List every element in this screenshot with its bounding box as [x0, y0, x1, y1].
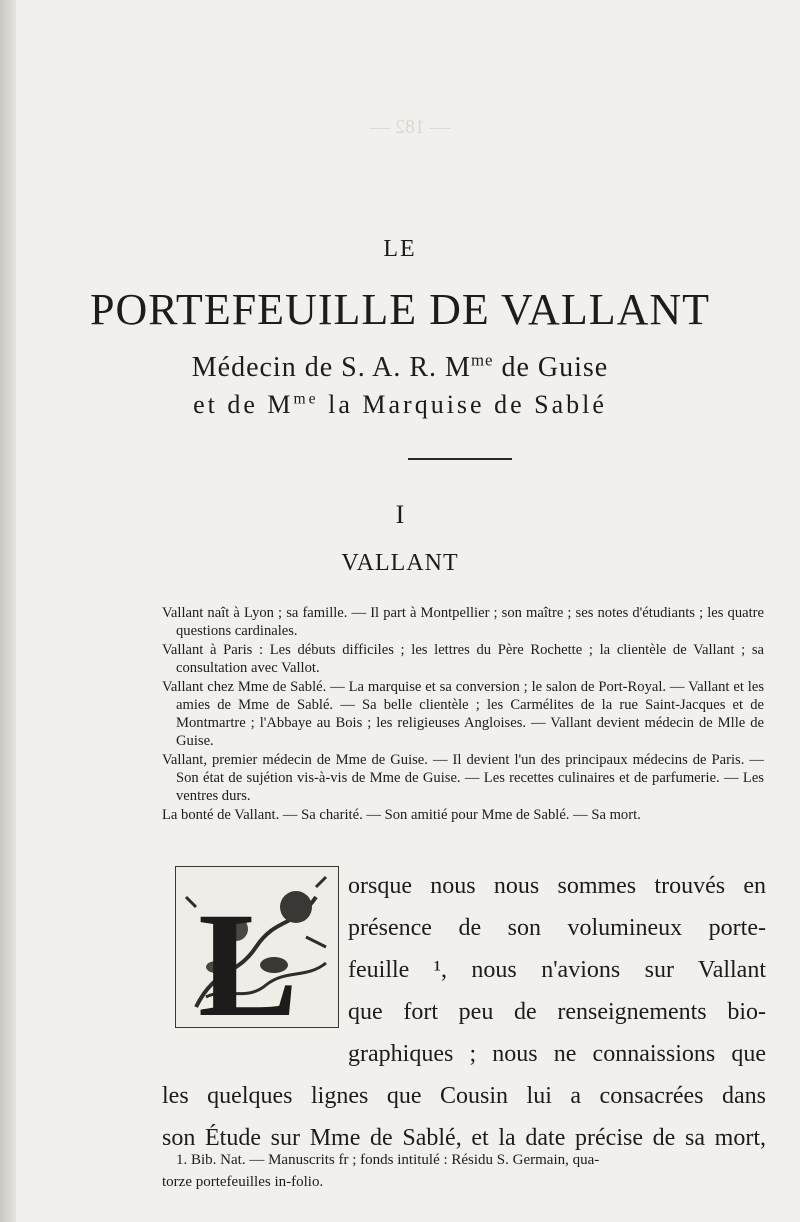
- binding-gutter: [0, 0, 16, 1222]
- dropcap-letter: L: [198, 882, 299, 1027]
- body-line: son Étude sur Mme de Sablé, et la date précise de sa mort,: [162, 1125, 766, 1151]
- section-number: I: [395, 500, 405, 529]
- page-title: PORTEFEUILLE DE VALLANT: [89, 285, 711, 334]
- heading-le: LE: [383, 236, 417, 262]
- section-title: VALLANT: [341, 550, 459, 576]
- body-line: orsque nous nous sommes trouvés en: [348, 873, 766, 899]
- body-line: les quelques lignes que Cousin lui a consacrées dans: [162, 1083, 766, 1109]
- body-line: présence de son volumineux porte-: [348, 915, 766, 941]
- subtitle-line-2: et de $M^{me}$ la Marquise de Sablé: [193, 390, 607, 419]
- footnote: [162, 1149, 766, 1193]
- footnote-line: torze portefeuilles in-folio.: [162, 1174, 324, 1190]
- chapter-summary: [162, 604, 764, 825]
- body-line: graphiques ; nous ne connaissions que: [348, 1041, 766, 1067]
- summary-paragraph: Vallant, premier médecin de Mme de Guise. — Il devient l'un des principaux médecins de Paris. — Son état de sujétion vis-à-vis de Mme de Guise. — Les recettes culinaires et de parfumerie. — Les ventres durs.: [162, 752, 764, 804]
- body-line: que fort peu de renseignements bio-: [348, 999, 766, 1025]
- ornamental-dropcap-illustration: [176, 867, 338, 1027]
- summary-paragraph: Vallant à Paris : Les débuts difficiles ; les lettres du Père Rochette ; la clientèle de Vallant ; sa consultation avec Vallot.: [162, 642, 764, 676]
- subtitle-line-1: Médecin de S. A. R. $M^{me}$ de Guise: [191, 350, 609, 383]
- summary-paragraph: Vallant naît à Lyon ; sa famille. — Il part à Montpellier ; son maître ; ses notes d'étudiants ; les quatre questions cardinales.: [162, 605, 764, 639]
- heading-rule: [408, 458, 512, 460]
- footnote-line: 1. Bib. Nat. — Manuscrits fr ; fonds intitulé : Résidu S. Germain, qua-: [176, 1152, 600, 1168]
- ornamental-dropcap: [175, 866, 339, 1028]
- bleed-through-page-number: — 182 —: [370, 116, 450, 138]
- body-line: feuille ¹, nous n'avions sur Vallant: [348, 957, 766, 983]
- summary-paragraph: Vallant chez Mme de Sablé. — La marquise et sa conversion ; le salon de Port-Royal. — Vallant et les amies de Mme de Sablé. — Sa belle clientèle ; les Carmélites de la rue Saint-Jacques et de Montmartre ; l'Abbaye au Bois ; les religieuses Angloises. — Vallant devient médecin de Mlle de Guise.: [162, 679, 764, 749]
- summary-paragraph: La bonté de Vallant. — Sa charité. — Son amitié pour Mme de Sablé. — Sa mort.: [162, 807, 641, 823]
